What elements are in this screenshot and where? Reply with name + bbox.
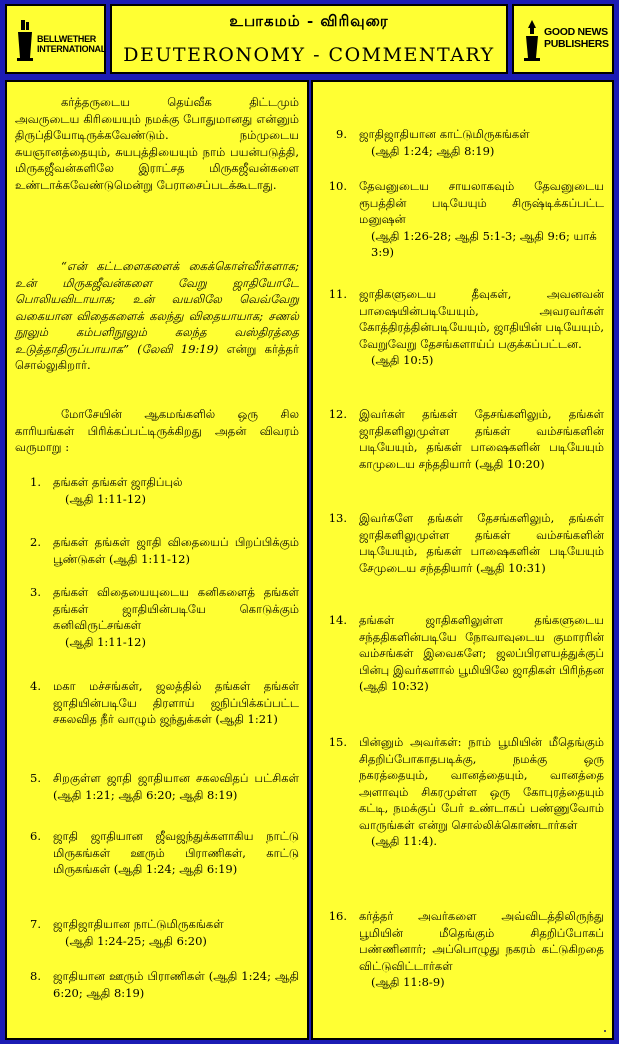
item-number: 12. [328,407,347,421]
bellwether-logo [13,16,106,66]
quote-text: “என் கட்டளைகளைக் கைக்கொள்வீர்களாக; உன் மிருகஜீவன்களை வேறு ஜாதியோடே பொலியவிடாயாக; உன் வயலிலே வெவ்வேறு வகையான விதைகளைக் கலந்து விதையாயாக; சணல் நூலும் கம்பளிநூலும் கலந்த வஸ்திரத்தை உடுத்தாதிருப்பாயாக” [15,259,299,356]
tamil-title: உபாகமம் - விரிவுரை [229,12,389,30]
item-reference: (ஆதி 1:11-12) [65,491,146,506]
header-left-logo-panel [5,4,106,74]
item-number: 4. [30,679,41,693]
item-text: இவர்கள் தங்கள் தேசங்களிலும், தங்கள் ஜாதிகளிலுமுள்ள தங்கள் வம்சங்களின் படியேயும், தங்கள் பாஷைகளின் படியேயும் காமுடைய சந்ததியார் (ஆதி 10:20) [359,407,604,471]
list-item [321,908,604,991]
item-text: தங்கள் தங்கள் ஜாதிப்புல் [53,475,183,489]
list-item [15,584,299,650]
item-text: மகா மச்சங்கள், ஜலத்தில் தங்கள் தங்கள் ஜாதியின்படியே திரளாய் ஜநிப்பிக்கப்பட்ட சகலவித நீர் வாழும் ஜந்துக்கள் (ஆதி 1:21) [53,679,299,726]
corner-mark [604,1030,606,1032]
list-item [15,534,299,567]
header-right-logo-panel [512,4,614,74]
list-item [15,968,299,1001]
item-number: 10. [328,179,347,193]
item-number: 9. [336,127,347,141]
list-item [15,828,299,878]
item-number: 16. [328,909,347,923]
item-text: இவர்களே தங்கள் தேசங்களிலும், தங்கள் ஜாதிகளிலுமுள்ள தங்கள் வம்சங்களின் படியேயும், தங்கள் பாஷைகளின் படியேயும் சேமுடைய சந்ததியார் (ஆதி 10:31) [359,511,604,575]
item-text: ஜாதி ஜாதியான ஜீவஜந்துக்களாகிய நாட்டு மிருகங்கள் ஊரும் பிராணிகள், காட்டு மிருகங்கள் (ஆதி 1:24; ஆதி 6:19) [53,829,299,876]
good-news-line2: PUBLISHERS [544,38,609,50]
right-column [311,80,614,1040]
item-reference: (ஆதி 10:5) [371,353,434,367]
item-text: தங்கள் தங்கள் ஜாதி விதையைப் பிறப்பிக்கும் பூண்டுகள் (ஆதி 1:11-12) [53,535,299,566]
good-news-logo-text [544,26,609,50]
list-item [15,916,299,949]
item-reference: (ஆதி 1:24-25; ஆதி 6:20) [65,933,207,948]
page-title: DEUTERONOMY - COMMENTARY [123,44,495,66]
item-number: 7. [30,917,41,931]
list-item [321,734,604,850]
list-item [321,612,604,695]
list-item [15,770,299,803]
header-title-panel [110,4,508,74]
item-number: 6. [30,829,41,843]
list-item [321,406,604,472]
item-number: 11. [328,287,347,301]
bellwether-logo-icon [15,18,35,62]
item-text: தேவனுடைய சாயலாகவும் தேவனுடைய ரூபத்தின் படியேயும் சிருஷ்டிக்கப்பட்ட மனுஷன் [359,179,604,226]
bellwether-line2: INTERNATIONAL [37,44,106,54]
bellwether-logo-text [37,34,106,54]
quote-paragraph [15,258,299,374]
quote-end: என்று கர்த்தர் சொல்லுகிறார். [15,341,299,372]
good-news-logo [520,16,608,66]
list-item [321,178,604,261]
item-number: 3. [30,585,41,599]
list-intro-paragraph: மோசேயின் ஆகமங்களில் ஒரு சில காரியங்கள் பிரிக்கப்பட்டிருக்கிறது அதன் விவரம் வருமாறு : [15,407,299,454]
bellwether-line1: BELLWETHER [37,34,96,44]
list-item [15,678,299,728]
good-news-logo-icon [522,18,542,62]
left-column [5,80,309,1040]
item-reference: (ஆதி 11:8-9) [371,975,445,989]
item-number: 5. [30,771,41,785]
quote-reference: (லேவி 19:19) [137,341,219,356]
item-text: தங்கள் விதையையுடைய கனிகளைத் தங்கள் தங்கள் ஜாதியின்படியே கொடுக்கும் கனிவிருட்சங்கள் [53,585,299,632]
list-item [15,474,299,507]
list-item [321,510,604,576]
item-text: ஜாதிகளுடைய தீவுகள், அவனவன் பாஷையின்படியேயும், அவரவர்கள் கோத்திரத்தின்படியேயும், ஜாதியின் படியேயும், வேறுவேறு தேசங்களாய்ப் பகுக்கப்பட்டன. [359,287,604,351]
item-text: கர்த்தர் அவர்களை அவ்விடத்திலிருந்து பூமியின் மீதெங்கும் சிதறிப்போகப் பண்ணினார்; அப்பொழுது நகரம் கட்டுகிறதை விட்டுவிட்டார்கள் [359,909,604,973]
item-text: ஜாதிஜாதியான நாட்டுமிருகங்கள் [53,917,224,931]
item-number: 2. [30,535,41,549]
item-reference: (ஆதி 1:11-12) [65,634,146,649]
intro-paragraph: கர்த்தருடைய தெய்வீக திட்டமும் அவருடைய கிரியையும் நமக்கு போதுமானது என்னும் திருப்தியோடிருக்கவேண்டும். நம்முடைய சுயஞானத்தையும், சுயபுத்தியையும் நாம் பயன்படுத்தி, மிருகஜீவன்களிலே இராட்சத மிருகஜீவன்களை உண்டாக்கவேண்டுமென்று பேராசைப்படக்கூடாது. [15,95,299,192]
item-text: ஜாதிஜாதியான காட்டுமிருகங்கள் [359,127,530,141]
item-number: 8. [30,969,41,983]
good-news-line1: GOOD NEWS [544,26,608,38]
item-text: தங்கள் ஜாதிகளிலுள்ள தங்களுடைய சந்ததிகளின்படியே நோவாவுடைய குமாரரின் வம்சங்கள் இவைகளே; ஜலப்பிரளயத்துக்குப் பின்பு இவர்களால் பூமியிலே ஜாதிகள் பிரிந்தன (ஆதி 10:32) [359,613,604,693]
item-text: சிறகுள்ள ஜாதி ஜாதியான சகலவிதப் பட்சிகள் (ஆதி 1:21; ஆதி 6:20; ஆதி 8:19) [53,771,299,802]
item-reference: (ஆதி 11:4). [371,834,438,848]
item-number: 1. [30,475,41,489]
item-number: 13. [328,511,347,525]
item-text: ஜாதியான ஊரும் பிராணிகள் (ஆதி 1:24; ஆதி 6:20; ஆதி 8:19) [53,969,299,1000]
item-number: 15. [328,735,347,749]
item-text: பின்னும் அவர்கள்: நாம் பூமியின் மீதெங்கும் சிதறிப்போகாதபடிக்கு, நமக்கு ஒரு நகரத்தையும், வானத்தையும், வானத்தை அளாவும் சிகரமுள்ள ஒரு கோபுரத்தையும் கட்டி, நமக்குப் பேர் உண்டாகப் பண்ணுவோம் வாருங்கள் என்று சொல்லிக்கொண்டார்கள் [359,735,604,832]
list-item [321,286,604,369]
item-reference: (ஆதி 1:24; ஆதி 8:19) [371,143,495,158]
list-item [321,126,604,159]
item-reference: (ஆதி 1:26-28; ஆதி 5:1-3; ஆதி 9:6; யாக் 3:9) [371,228,597,259]
item-number: 14. [328,613,347,627]
